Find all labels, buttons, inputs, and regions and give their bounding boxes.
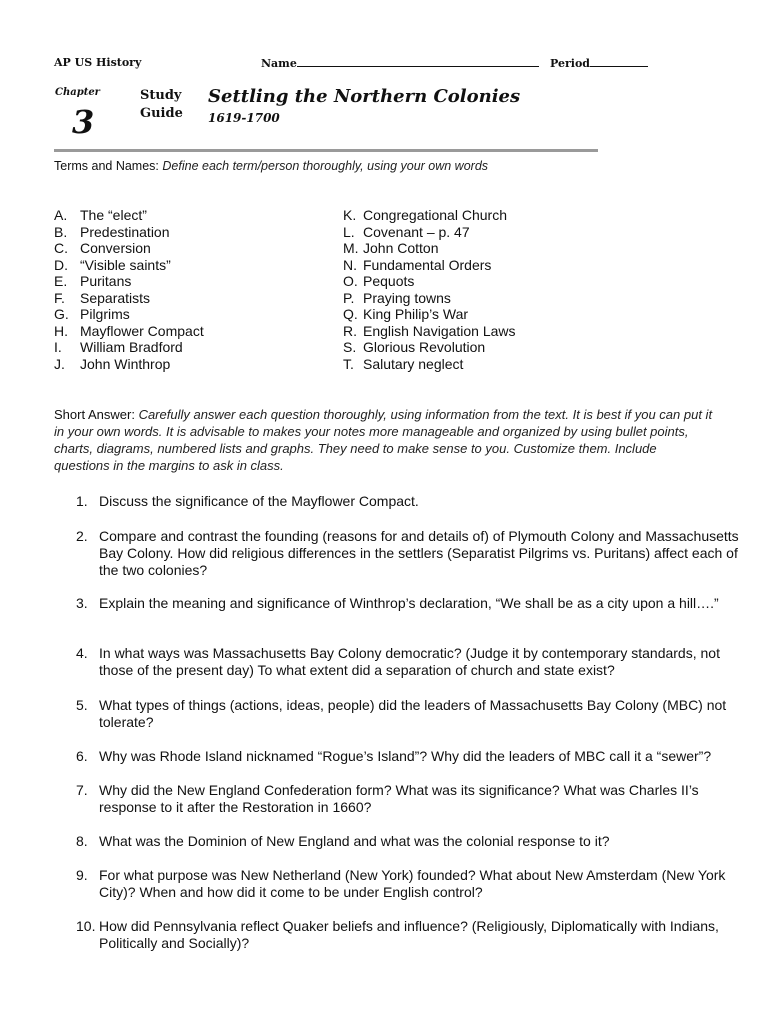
term-letter: D. (54, 256, 68, 273)
question-number: 1. (76, 493, 88, 509)
term-text: King Philip’s War (363, 306, 469, 322)
guide-label: Guide (140, 106, 183, 121)
term-text: Fundamental Orders (363, 256, 492, 273)
term-letter: E. (54, 273, 68, 289)
page-title: Settling the Northern Colonies (208, 86, 521, 107)
question-text: Why was Rhode Island nicknamed “Rogue’s Island”? Why did the leaders of MBC call it a “sewer”? (99, 748, 712, 764)
term-item (54, 224, 204, 241)
terms-instruction: Define each term/person thoroughly, using your own words (162, 159, 489, 173)
term-text: Glorious Revolution (363, 339, 486, 355)
question-item (76, 493, 747, 510)
term-item (54, 240, 204, 257)
term-letter: P. (343, 289, 355, 306)
term-item (54, 273, 204, 290)
term-letter: J. (54, 355, 65, 372)
question-number: 6. (76, 748, 88, 764)
term-letter: M. (343, 240, 359, 256)
term-item (343, 257, 516, 274)
period-blank-line (590, 56, 648, 67)
terms-heading-label: Terms and Names: (54, 159, 159, 173)
question-text: Compare and contrast the founding (reasons for and details of) of Plymouth Colony and Massachusetts Bay Colony. How did religious differences in the settlers (Separatist Pilgrims vs. Puritans) affect each of the two colonies? (99, 528, 739, 578)
term-item (343, 273, 516, 290)
term-item (54, 339, 204, 356)
question-text: What was the Dominion of New England and what was the colonial response to it? (99, 833, 610, 849)
question-item (76, 748, 747, 765)
term-letter: K. (343, 207, 357, 223)
course-label: AP US History (54, 56, 142, 69)
term-text: Pequots (363, 273, 415, 289)
term-item (343, 240, 516, 257)
term-letter: F. (54, 289, 65, 306)
study-label: Study (140, 88, 182, 103)
question-text: For what purpose was New Netherland (New York) founded? What about New Amsterdam (New York City)? When and how did it come to be under English control? (99, 867, 726, 900)
question-item (76, 782, 747, 816)
period-field[interactable] (550, 56, 648, 70)
term-text: English Navigation Laws (363, 322, 516, 339)
terms-heading (54, 159, 488, 173)
term-item (343, 207, 516, 224)
term-text: Separatists (80, 289, 151, 306)
term-letter: R. (343, 322, 357, 339)
period-label: Period (550, 57, 590, 70)
title-divider (54, 149, 598, 152)
term-text: Salutary neglect (363, 355, 464, 372)
term-item (54, 306, 204, 323)
term-item (343, 323, 516, 340)
term-text: John Cotton (363, 240, 439, 256)
term-text: William Bradford (80, 339, 183, 355)
term-letter: B. (54, 223, 68, 240)
term-item (54, 290, 204, 307)
question-number: 7. (76, 782, 88, 798)
term-letter: O. (343, 273, 358, 289)
question-item (76, 833, 747, 850)
term-item (54, 356, 204, 373)
date-range: 1619-1700 (208, 111, 280, 125)
term-item (343, 224, 516, 241)
term-text: Pilgrims (80, 306, 130, 322)
name-label: Name (261, 57, 297, 70)
question-number: 3. (76, 595, 88, 611)
short-answer-instruction: Carefully answer each question thoroughly, using information from the text. It is best if you can put it in your own words. It is advisable to makes your notes more manageable and organized by using bullet points, charts, diagrams, numbered lists and graphs. They need to make sense to you. Customize them. Include questions in the margins to ask in class. (54, 407, 713, 473)
term-letter: H. (54, 322, 68, 339)
question-number: 2. (76, 528, 88, 544)
question-item (76, 918, 747, 952)
question-number: 8. (76, 833, 88, 849)
short-answer-heading (54, 406, 714, 474)
term-text: “Visible saints” (80, 256, 171, 273)
term-letter: C. (54, 240, 68, 256)
question-text: Explain the meaning and significance of Winthrop’s declaration, “We shall be as a city upon a hill….” (99, 595, 719, 611)
terms-list-left (54, 207, 204, 372)
term-text: Covenant – p. 47 (363, 223, 470, 240)
question-text: Discuss the significance of the Mayflower Compact. (99, 493, 419, 509)
term-letter: I. (54, 339, 62, 355)
terms-list-right (343, 207, 516, 372)
term-item (343, 306, 516, 323)
term-text: Predestination (80, 223, 170, 240)
term-text: Conversion (80, 240, 151, 256)
question-text: What types of things (actions, ideas, people) did the leaders of Massachusetts Bay Colony (MBC) not tolerate? (99, 697, 727, 730)
question-item (76, 595, 747, 612)
term-text: Praying towns (363, 289, 451, 306)
name-field[interactable] (261, 56, 539, 70)
question-text: Why did the New England Confederation form? What was its significance? What was Charles II’s response to it after the Restoration in 1660? (99, 782, 699, 815)
chapter-label: Chapter (55, 87, 100, 98)
term-letter: G. (54, 306, 69, 322)
question-text: In what ways was Massachusetts Bay Colony democratic? (Judge it by contemporary standards, not those of the present day) To what extent did a separation of church and state exist? (99, 645, 720, 678)
term-item (54, 207, 204, 224)
term-letter: N. (343, 256, 357, 273)
term-text: John Winthrop (80, 355, 171, 372)
question-number: 4. (76, 645, 88, 661)
term-letter: T. (343, 355, 354, 372)
question-item (76, 528, 747, 579)
term-item (343, 356, 516, 373)
chapter-number: 3 (72, 103, 95, 141)
term-letter: S. (343, 339, 357, 355)
term-text: Congregational Church (363, 207, 507, 223)
question-text: How did Pennsylvania reflect Quaker beliefs and influence? (Religiously, Diplomatically with Indians, Politically and Socially)? (99, 918, 719, 951)
name-blank-line (297, 56, 539, 67)
term-item (343, 339, 516, 356)
term-letter: Q. (343, 306, 358, 322)
term-item (54, 323, 204, 340)
term-text: Puritans (80, 273, 132, 289)
term-text: Mayflower Compact (80, 322, 204, 339)
term-letter: L. (343, 223, 355, 240)
term-item (54, 257, 204, 274)
question-number: 5. (76, 697, 88, 713)
short-answer-label: Short Answer: (54, 407, 135, 422)
term-item (343, 290, 516, 307)
term-letter: A. (54, 207, 68, 223)
question-item (76, 697, 747, 731)
question-item (76, 645, 747, 679)
question-item (76, 867, 747, 901)
question-number: 10. (76, 918, 96, 934)
term-text: The “elect” (80, 207, 147, 223)
question-number: 9. (76, 867, 88, 883)
